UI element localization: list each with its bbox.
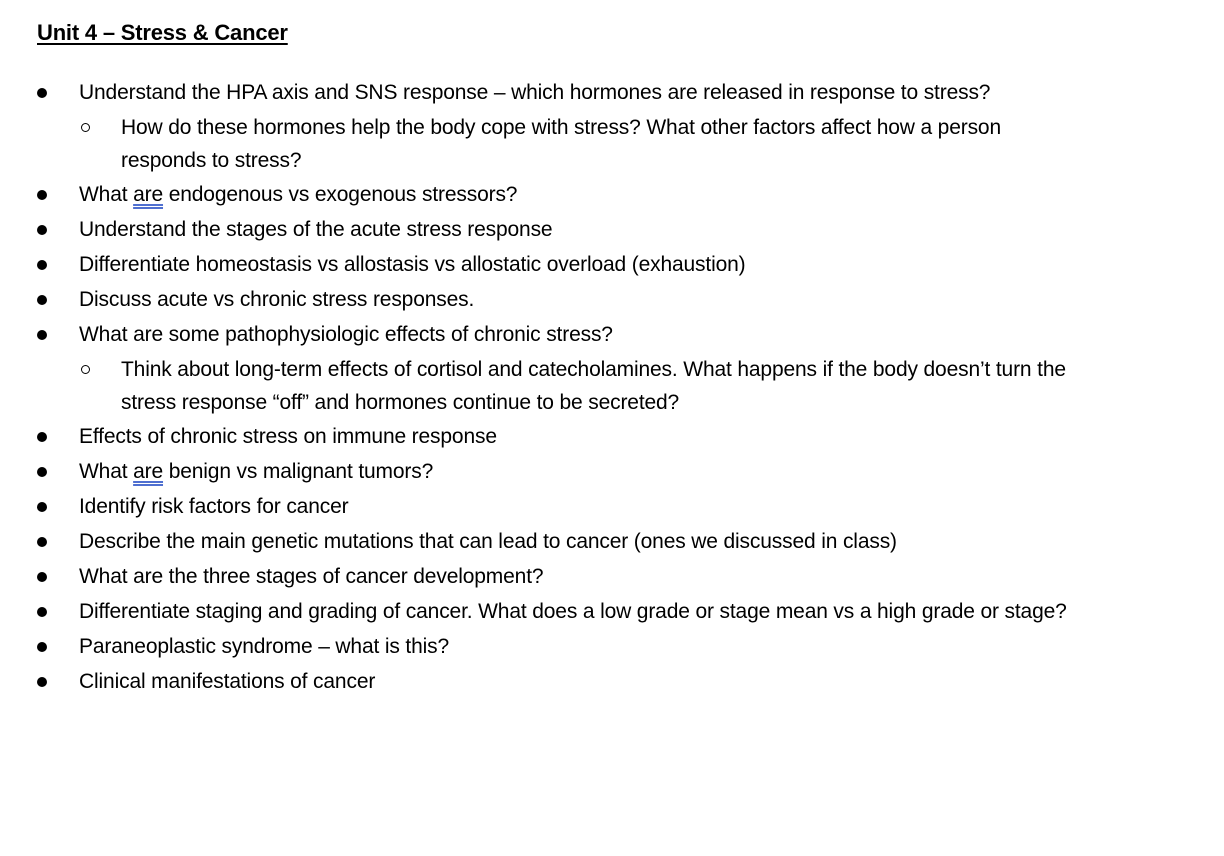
list-item-text: Effects of chronic stress on immune response (79, 425, 497, 448)
list-item-text: Discuss acute vs chronic stress responses. (79, 288, 475, 311)
list-item (0, 595, 1224, 628)
list-item (0, 283, 1224, 316)
bullet-icon (37, 560, 49, 593)
list-item (0, 630, 1224, 663)
list-item-text (79, 178, 1159, 211)
list-item-text: What are the three stages of cancer development? (79, 565, 544, 588)
bullet-icon (37, 455, 49, 488)
bullet-icon (37, 490, 49, 523)
hollow-bullet-icon (81, 111, 95, 144)
bullet-icon (37, 318, 49, 351)
list-item-text: Paraneoplastic syndrome – what is this? (79, 635, 450, 658)
document-title: Unit 4 – Stress & Cancer (37, 20, 288, 45)
sub-list-item-text: Think about long-term effects of cortisol and catecholamines. What happens if the body doesn’t turn the stress response “off” and hormones continue to be secreted? (121, 358, 1066, 414)
text-segment: endogenous vs exogenous stressors? (163, 183, 518, 206)
bullet-icon (37, 213, 49, 246)
bullet-icon (37, 525, 49, 558)
list-item (0, 178, 1224, 211)
list-item-text (79, 455, 1159, 488)
list-item-text: Identify risk factors for cancer (79, 495, 349, 518)
list-item (0, 490, 1224, 523)
list-item (0, 560, 1224, 593)
list-item-text: Differentiate homeostasis vs allostasis vs allostatic overload (exhaustion) (79, 253, 746, 276)
list-item (0, 248, 1224, 281)
list-item (0, 76, 1224, 109)
list-item-text: Clinical manifestations of cancer (79, 670, 376, 693)
list-item (0, 665, 1224, 698)
grammar-flagged-word[interactable]: are (133, 460, 164, 483)
list-item (0, 318, 1224, 351)
bullet-icon (37, 630, 49, 663)
text-segment: What (79, 460, 134, 483)
list-item-text: What are some pathophysiologic effects of chronic stress? (79, 323, 613, 346)
sub-list-item-text: How do these hormones help the body cope with stress? What other factors affect how a person responds to stress? (121, 116, 1001, 172)
text-segment: What (79, 183, 134, 206)
bullet-icon (37, 178, 49, 211)
text-segment: benign vs malignant tumors? (163, 460, 434, 483)
list-item-text: Describe the main genetic mutations that can lead to cancer (ones we discussed in class) (79, 530, 897, 553)
bullet-icon (37, 248, 49, 281)
bullet-icon (37, 283, 49, 316)
list-item (0, 455, 1224, 488)
list-item-text: Understand the stages of the acute stress response (79, 218, 553, 241)
bullet-icon (37, 420, 49, 453)
list-item (0, 420, 1224, 453)
bullet-icon (37, 665, 49, 698)
study-guide-list (0, 76, 1224, 700)
hollow-bullet-icon (81, 353, 95, 386)
bullet-icon (37, 76, 49, 109)
grammar-flagged-word[interactable]: are (133, 183, 164, 206)
sub-list-item (0, 353, 1224, 419)
list-item (0, 213, 1224, 246)
list-item-text: Differentiate staging and grading of cancer. What does a low grade or stage mean vs a high grade or stage? (79, 600, 1067, 623)
sub-list-item (0, 111, 1224, 177)
bullet-icon (37, 595, 49, 628)
list-item (0, 525, 1224, 558)
list-item-text: Understand the HPA axis and SNS response – which hormones are released in response to stress? (79, 81, 991, 104)
